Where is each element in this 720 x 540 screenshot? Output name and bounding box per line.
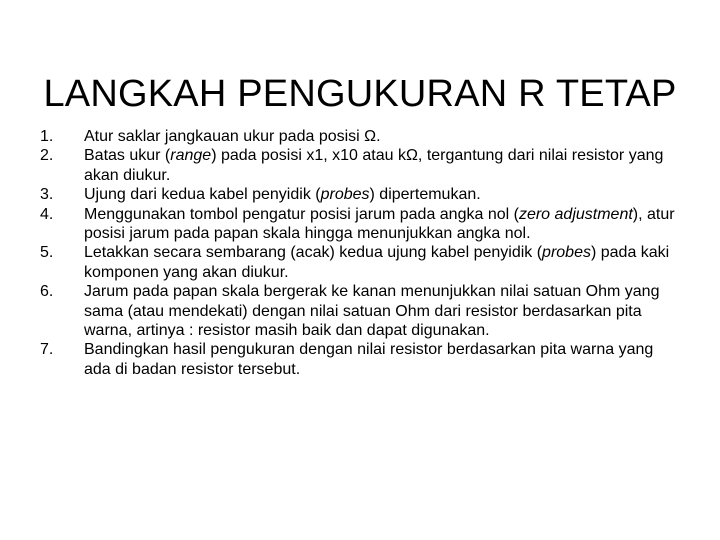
- step-text: [84, 185, 680, 204]
- step-number: 5.: [40, 244, 54, 262]
- step-number: 3.: [40, 186, 54, 204]
- step-text: [84, 146, 680, 185]
- step-text-segment: ) dipertemukan.: [369, 186, 481, 204]
- step-term-italic: probes: [542, 244, 591, 262]
- step-text: [84, 243, 680, 282]
- step-text-segment: Ujung dari kedua kabel penyidik (: [84, 186, 321, 204]
- step-text-segment: Batas ukur (: [84, 147, 171, 165]
- list-item: [40, 243, 680, 282]
- step-term-italic: range: [170, 147, 212, 165]
- list-item: [40, 127, 680, 146]
- steps-list: [40, 127, 680, 379]
- step-number: 6.: [40, 283, 54, 301]
- step-text-segment: Letakkan secara sembarang (acak) kedua ujung kabel penyidik (: [84, 244, 543, 262]
- step-number: 7.: [40, 341, 54, 359]
- step-term-italic: zero adjustment: [518, 205, 633, 223]
- step-text-segment: Jarum pada papan skala bergerak ke kanan menunjukkan nilai satuan Ohm yang sama (atau mendekati) dengan nilai satuan Ohm dari resistor berdasarkan pita warna, artinya : resistor masih baik dan dapat digunakan.: [84, 283, 660, 340]
- step-number: 2.: [40, 147, 54, 165]
- step-text-segment: ), atur posisi jarum pada papan skala hingga menunjukkan angka nol.: [84, 205, 675, 243]
- step-number: 1.: [40, 128, 54, 145]
- step-text: [84, 340, 680, 379]
- list-item: [40, 205, 680, 244]
- step-text-segment: ) pada posisi x1, x10 atau kΩ, tergantung dari nilai resistor yang akan diukur.: [84, 147, 664, 184]
- list-item: [40, 340, 680, 379]
- step-text-segment: ) pada kaki komponen yang akan diukur.: [84, 244, 670, 281]
- step-text: [84, 205, 680, 244]
- step-text-segment: Atur saklar jangkauan ukur pada posisi Ω.: [84, 128, 381, 145]
- step-text: [84, 127, 680, 146]
- step-text-segment: Menggunakan tombol pengatur posisi jarum pada angka nol (: [84, 205, 519, 223]
- step-text-segment: Bandingkan hasil pengukuran dengan nilai resistor berdasarkan pita warna yang ada di badan resistor tersebut.: [84, 341, 654, 378]
- slide-title: LANGKAH PENGUKURAN R TETAP: [43, 73, 677, 116]
- list-item: [40, 282, 680, 340]
- step-text: [84, 282, 680, 340]
- list-item: [40, 185, 680, 204]
- step-term-italic: probes: [320, 186, 370, 204]
- list-item: [40, 146, 680, 185]
- step-number: 4.: [40, 205, 54, 223]
